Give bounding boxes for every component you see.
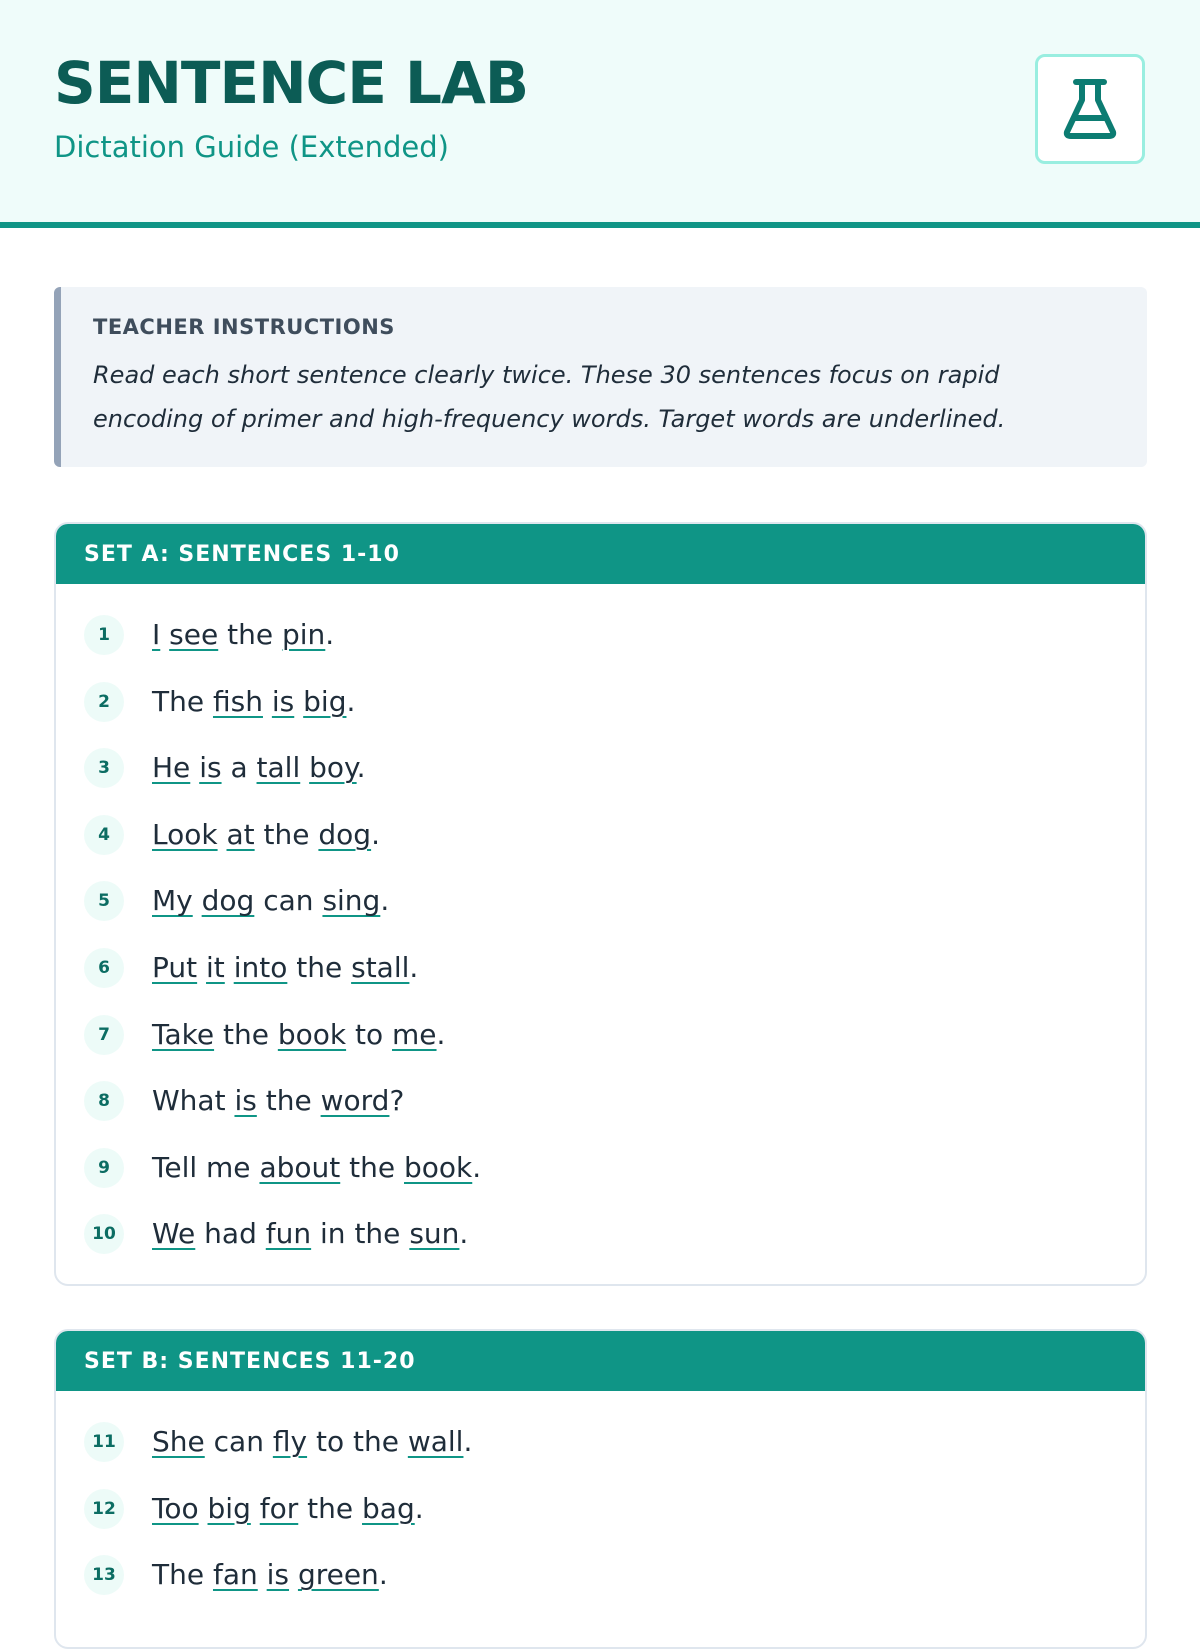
- sentence-row: [56, 1068, 1145, 1135]
- sentence-text: [152, 881, 389, 921]
- sentence-fragment: .: [409, 950, 419, 984]
- target-word: at: [226, 817, 255, 851]
- target-word: fan: [212, 1558, 258, 1592]
- set-b-header: SET B: SENTENCES 11-20: [56, 1331, 1145, 1391]
- sentence-fragment: to: [346, 1017, 393, 1051]
- set-b-list: [56, 1391, 1145, 1619]
- sentence-text: [152, 1214, 468, 1254]
- sentence-row: [56, 868, 1145, 935]
- target-word: I: [152, 618, 161, 651]
- sentence-fragment: .: [325, 618, 335, 651]
- target-word: green: [297, 1558, 379, 1592]
- sentence-fragment: .: [346, 684, 356, 718]
- sentence-number: 1: [84, 615, 124, 655]
- target-word: big: [207, 1491, 251, 1525]
- target-word: word: [320, 1084, 390, 1118]
- sentence-number: 4: [84, 815, 124, 855]
- teacher-instructions: [54, 287, 1147, 467]
- sentence-set-a: [54, 522, 1147, 1286]
- sentence-text: [152, 682, 355, 722]
- sentence-fragment: [193, 884, 202, 917]
- target-word: about: [259, 1150, 341, 1184]
- target-word: me: [392, 1017, 437, 1051]
- sentence-fragment: The: [152, 684, 213, 718]
- sentence-text: [152, 1148, 481, 1188]
- sentence-number: 6: [84, 948, 124, 988]
- sentence-row: [56, 602, 1145, 669]
- sentence-number: 7: [84, 1015, 124, 1055]
- page-header: [0, 0, 1200, 228]
- sentence-fragment: can: [254, 884, 323, 918]
- target-word: wall: [407, 1425, 464, 1458]
- sentence-fragment: .: [356, 751, 366, 785]
- sentence-fragment: had: [195, 1217, 266, 1251]
- target-word: into: [233, 950, 288, 984]
- sentence-fragment: to the: [307, 1425, 408, 1458]
- sentence-number: 2: [84, 682, 124, 722]
- target-word: My: [152, 884, 193, 918]
- sentence-fragment: [289, 1558, 298, 1591]
- sentence-fragment: the: [218, 618, 282, 651]
- target-word: stall: [351, 950, 410, 984]
- sentence-row: [56, 802, 1145, 869]
- sentence-number: 8: [84, 1081, 124, 1121]
- target-word: Too: [152, 1491, 199, 1525]
- target-word: He: [152, 751, 191, 785]
- sentence-fragment: [258, 1558, 267, 1591]
- page-title: SENTENCE LAB: [54, 49, 529, 117]
- sentence-fragment: .: [436, 1017, 446, 1051]
- set-a-header: SET A: SENTENCES 1-10: [56, 524, 1145, 584]
- target-word: book: [277, 1017, 347, 1051]
- target-word: sun: [409, 1217, 460, 1251]
- sentence-fragment: [190, 751, 199, 784]
- sentence-fragment: The: [152, 1558, 213, 1592]
- sentence-fragment: [294, 685, 303, 718]
- target-word: big: [303, 684, 347, 718]
- sentence-number: 3: [84, 748, 124, 788]
- sentence-fragment: .: [380, 884, 390, 918]
- sentence-fragment: [218, 818, 227, 851]
- target-word: fly: [272, 1425, 308, 1458]
- sentence-number: 12: [84, 1489, 124, 1529]
- sentence-fragment: the: [256, 1084, 321, 1118]
- target-word: Take: [152, 1017, 215, 1051]
- target-word: is: [271, 684, 295, 718]
- target-word: boy: [309, 751, 357, 785]
- target-word: dog: [201, 884, 255, 918]
- sentence-text: [152, 1489, 424, 1529]
- sentence-row: [56, 1409, 1145, 1476]
- sentence-row: [56, 669, 1145, 736]
- sentence-fragment: Tell me: [152, 1150, 260, 1184]
- target-word: Put: [152, 950, 198, 984]
- sentence-fragment: [263, 685, 272, 718]
- instructions-heading: TEACHER INSTRUCTIONS: [93, 315, 395, 339]
- sentence-fragment: [160, 618, 169, 651]
- sentence-fragment: the: [340, 1150, 404, 1184]
- sentence-number: 5: [84, 881, 124, 921]
- sentence-fragment: [300, 751, 309, 784]
- flask-icon: [1063, 78, 1117, 140]
- sentence-text: [152, 615, 334, 655]
- set-a-list: [56, 584, 1145, 1278]
- sentence-fragment: .: [414, 1491, 424, 1525]
- sentence-fragment: [251, 1492, 260, 1525]
- sentence-fragment: [225, 951, 234, 984]
- target-word: for: [259, 1491, 299, 1525]
- sentence-fragment: the: [298, 1491, 363, 1525]
- target-word: dog: [318, 817, 372, 851]
- sentence-fragment: .: [371, 817, 380, 851]
- sentence-fragment: the: [254, 817, 319, 851]
- target-word: We: [152, 1217, 196, 1251]
- target-word: is: [199, 751, 222, 785]
- sentence-fragment: can: [204, 1425, 273, 1458]
- target-word: is: [266, 1558, 290, 1592]
- target-word: tall: [256, 751, 301, 785]
- sentence-fragment: the: [214, 1017, 278, 1051]
- sentence-number: 10: [84, 1214, 124, 1254]
- sentence-row: [56, 1135, 1145, 1202]
- page-subtitle: Dictation Guide (Extended): [54, 130, 449, 164]
- sentence-text: [152, 1555, 388, 1595]
- sentence-fragment: .: [378, 1558, 388, 1592]
- sentence-number: 9: [84, 1148, 124, 1188]
- sentence-fragment: What: [152, 1084, 235, 1118]
- sentence-text: [152, 948, 418, 988]
- sentence-fragment: the: [287, 950, 352, 984]
- sentence-row: [56, 935, 1145, 1002]
- target-word: sing: [322, 884, 381, 918]
- target-word: is: [234, 1084, 257, 1118]
- sentence-text: [152, 1081, 404, 1121]
- sentence-row: [56, 1542, 1145, 1609]
- target-word: fun: [265, 1217, 312, 1251]
- sentence-set-b: [54, 1329, 1147, 1649]
- sentence-fragment: .: [463, 1425, 473, 1458]
- sentence-fragment: [197, 951, 206, 984]
- sentence-text: [152, 748, 366, 788]
- target-word: Look: [152, 817, 218, 851]
- sentence-row: [56, 1002, 1145, 1069]
- target-word: pin: [281, 618, 326, 651]
- target-word: fish: [212, 684, 263, 718]
- sentence-fragment: .: [459, 1217, 469, 1251]
- sentence-row: [56, 1201, 1145, 1268]
- sentence-row: [56, 1476, 1145, 1543]
- sentence-number: 13: [84, 1555, 124, 1595]
- sentence-fragment: [199, 1492, 208, 1525]
- sentence-text: [152, 815, 380, 855]
- target-word: bag: [362, 1491, 415, 1525]
- sentence-fragment: ?: [389, 1084, 405, 1118]
- sentence-fragment: a: [221, 751, 257, 785]
- target-word: see: [169, 618, 219, 651]
- target-word: book: [404, 1150, 473, 1184]
- sentence-row: [56, 735, 1145, 802]
- sentence-fragment: in the: [311, 1217, 410, 1251]
- sentence-text: [152, 1422, 472, 1462]
- sentence-number: 11: [84, 1422, 124, 1462]
- logo-badge: [1035, 54, 1145, 164]
- target-word: it: [206, 950, 225, 984]
- target-word: She: [152, 1425, 205, 1458]
- instructions-body: Read each short sentence clearly twice. These 30 sentences focus on rapid encoding of primer and high-frequency words. Target words are underlined.: [93, 361, 1006, 433]
- sentence-fragment: .: [472, 1150, 482, 1184]
- sentence-text: [152, 1015, 445, 1055]
